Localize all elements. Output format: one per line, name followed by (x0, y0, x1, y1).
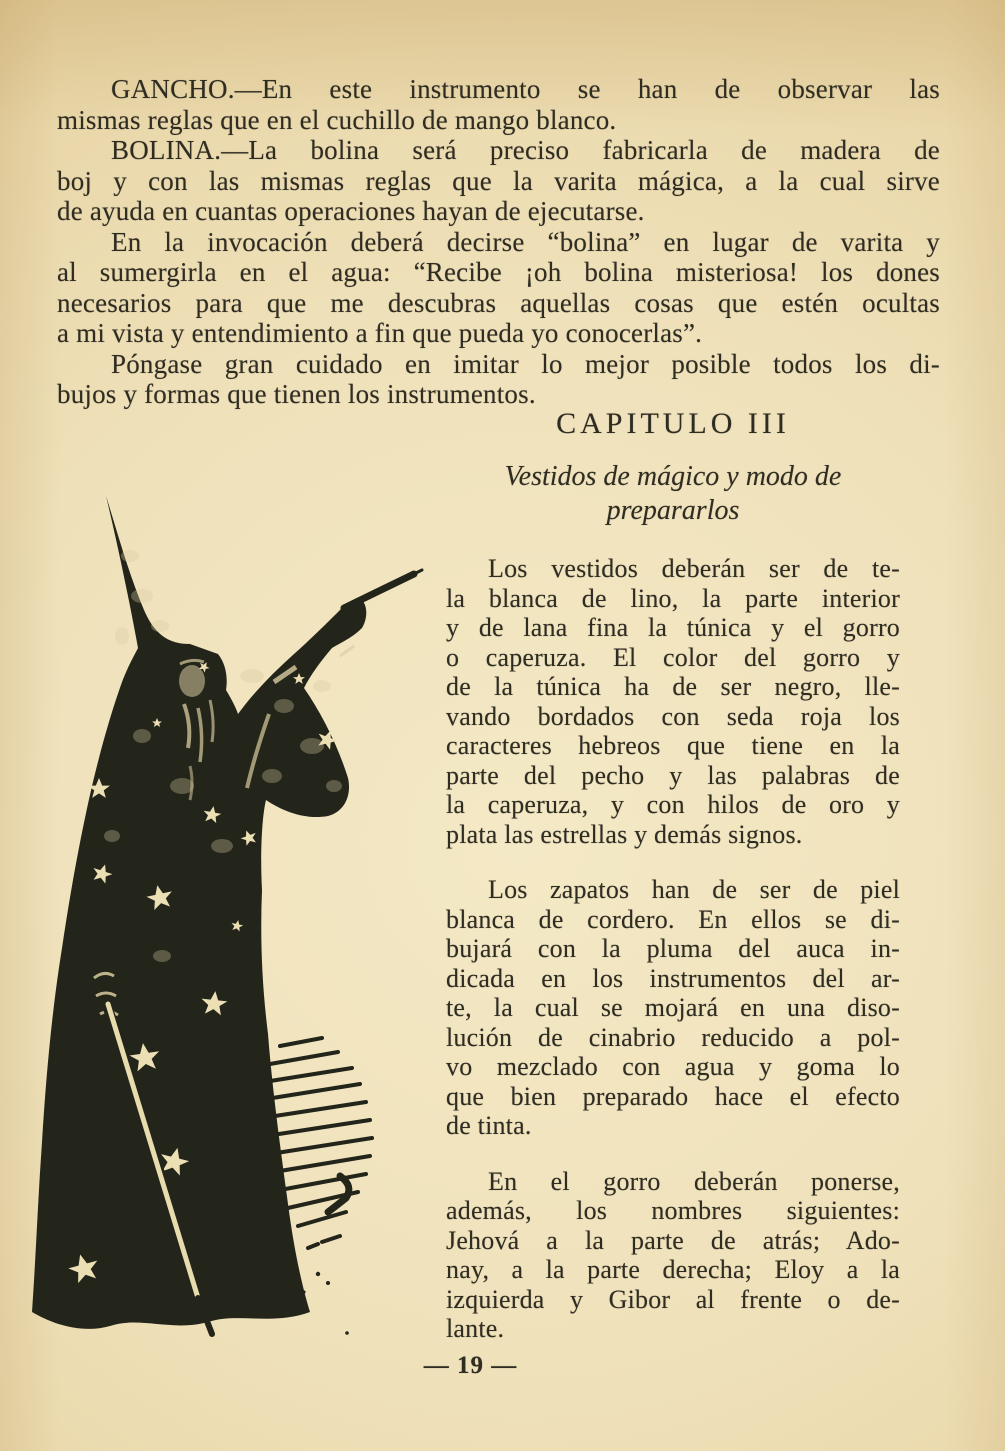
text-line: izquierda y Gibor al frente o de- (446, 1284, 900, 1314)
text-line: la blanca de lino, la parte interior (446, 583, 900, 613)
text-line: al sumergirla en el agua: “Recibe ¡oh bolina misteriosa! los dones (57, 257, 940, 287)
subtitle-line-1: Vestidos de mágico y modo de (504, 461, 842, 492)
text-line: a mi vista y entendimiento a fin que pueda yo conocerlas”. (57, 318, 703, 348)
text-line: de ayuda en cuantas operaciones hayan de ejecutarse. (57, 196, 645, 226)
text-line: Jehová a la parte de atrás; Ado- (446, 1225, 900, 1255)
paragraph (57, 227, 940, 349)
text-line: BOLINA.—La bolina será preciso fabricarla de madera de (111, 135, 940, 165)
wizard-silhouette (32, 496, 366, 1329)
text-line: vo mezclado con agua y goma lo (446, 1052, 900, 1081)
text-line: necesarios para que me descubras aquellas cosas que estén ocultas (57, 287, 940, 318)
text-line: Póngase gran cuidado en imitar lo mejor posible todos los di- (111, 348, 940, 379)
ink-specks (302, 1272, 348, 1335)
text-line: caracteres hebreos que tiene en la (446, 731, 900, 760)
paragraph (57, 135, 940, 227)
wizard-woodcut-illustration (22, 486, 440, 1344)
text-line: blanca de cordero. En ellos se di- (446, 904, 900, 934)
text-line: te, la cual se mojará en una diso- (446, 993, 900, 1022)
text-line: bujará con la pluma del auca in- (446, 934, 900, 963)
wand (344, 574, 414, 608)
text-line: o caperuza. El color del gorro y (446, 642, 900, 672)
chapter-heading: CAPITULO III (556, 407, 790, 440)
text-line: GANCHO.—En este instrumento se han de observar las (111, 74, 940, 104)
text-line: de la túnica ha de ser negro, lle- (446, 672, 900, 701)
text-line: y de lana fina la túnica y el gorro (446, 613, 900, 642)
paragraph (446, 554, 900, 849)
text-line: lución de cinabrio reducido a pol- (446, 1022, 900, 1052)
paragraph (446, 1167, 900, 1344)
text-line: mismas reglas que en el cuchillo de mango blanco. (57, 104, 617, 135)
text-line: dicada en los instrumentos del ar- (446, 963, 900, 993)
page-number: — 19 — (423, 1352, 518, 1379)
text-line: vando bordados con seda roja los (446, 701, 900, 731)
text-line: la caperuza, y con hilos de oro y (446, 790, 900, 819)
column-text-block (446, 554, 900, 1344)
text-line: parte del pecho y las palabras de (446, 760, 900, 790)
top-text-block (57, 74, 940, 410)
text-line: además, los nombres siguientes: (446, 1196, 900, 1225)
paragraph (446, 875, 900, 1141)
text-line: En el gorro deberán ponerse, (488, 1166, 900, 1196)
text-line: nay, a la parte derecha; Eloy a la (446, 1255, 900, 1284)
text-line: de tinta. (446, 1111, 532, 1140)
text-line: En la invocación deberá decirse “bolina” en lugar de varita y (111, 226, 940, 257)
text-line: lante. (446, 1314, 505, 1343)
right-column (446, 406, 900, 1344)
text-line: bujos y formas que tienen los instrumentos. (57, 379, 536, 409)
text-line: que bien preparado hace el efecto (446, 1081, 900, 1111)
text-line: boj y con las mismas reglas que la varita mágica, a la cual sirve (57, 165, 940, 196)
text-line: Los zapatos han de ser de piel (488, 875, 900, 904)
text-line: Los vestidos deberán ser de te- (488, 554, 900, 583)
paragraph (57, 349, 940, 410)
subtitle-line-2: prepararlos (606, 495, 740, 526)
text-line: plata las estrellas y demás signos. (446, 819, 803, 849)
paragraph (57, 74, 940, 135)
chapter-subtitle (446, 460, 900, 528)
